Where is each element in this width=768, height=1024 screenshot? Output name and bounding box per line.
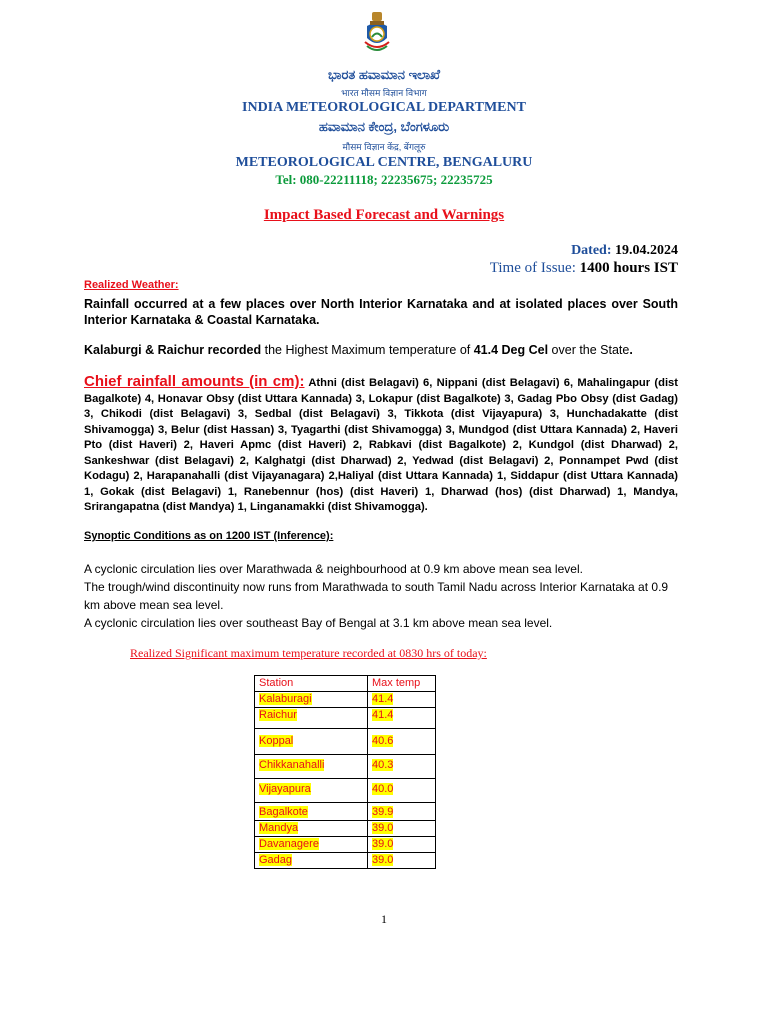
table-row	[255, 779, 436, 803]
document-title: Impact Based Forecast and Warnings	[263, 207, 505, 223]
imd-emblem-logo	[361, 8, 393, 54]
table-row	[255, 803, 436, 821]
station-column-header: Station	[255, 676, 368, 692]
max-temperature-statement	[84, 343, 678, 357]
synoptic-heading: Synoptic Conditions as on 1200 IST (Inference):	[84, 530, 334, 542]
issue-time-value: 1400 hours IST	[579, 260, 678, 276]
chief-rainfall-text: Athni (dist Belagavi) 6, Nippani (dist Belagavi) 6, Mahalingapur (dist Bagalkote) 4, Honavar Obsy (dist Uttara Kannada) 3, Lokapur (dist Bagalkote) 3, Gadag Pbo Obsy (dist Gadag) 3, Chikodi (dist Belagavi) 3, Sedbal (dist Belagavi) 3, Tikkota (dist Vijayapura) 3, Hunchadakatte (dist Shivamogga) 3, Belur (dist Hassan) 3, Tyagarthi (dist Shivamogga) 3, Mundgod (dist Uttara Kannada) 2, Haveri Pto (dist Haveri) 2, Haveri Apmc (dist Haveri) 2, Rabkavi (dist Bagalkote) 2, Kundgol (dist Dharwad) 2, Sankeshwar (dist Belagavi) 2, Kalghatgi (dist Dharwad) 2, Yedwad (dist Belagavi) 2, Ponnampet Pwd (dist Kodagu) 2, Harapanahalli (dist Vijayanagara) 2,Haliyal (dist Uttara Kannada) 1, Siddapur (dist Uttara Kannada) 1, Gokak (dist Belagavi) 1, Ranebennur (hos) (dist Haveri) 1, Dharwad (hos) (dist Dharwad) 1, Mandya, Srirangapatna (dist Mandya) 1, Linganamakki (dist Shivamogga).	[84, 377, 678, 513]
station-name: Koppal	[259, 735, 294, 747]
dated-line	[571, 243, 678, 259]
table-row	[255, 837, 436, 853]
table-row	[255, 853, 436, 869]
max-temp-stations: Kalaburgi & Raichur recorded	[84, 343, 262, 357]
table-row	[255, 729, 436, 755]
station-name: Bagalkote	[259, 806, 308, 818]
station-name: Gadag	[259, 854, 293, 866]
synoptic-conditions	[84, 560, 684, 632]
station-name: Raichur	[259, 709, 297, 721]
chief-rainfall-heading: Chief rainfall amounts (in cm):	[84, 373, 305, 390]
max-temp-value: 40.3	[372, 759, 394, 771]
synoptic-line: A cyclonic circulation lies over southeast Bay of Bengal at 3.1 km above mean sea level.	[84, 616, 553, 630]
max-temp-column-header: Max temp	[368, 676, 436, 692]
max-temp-value: 41.4	[372, 693, 394, 705]
page-number: 1	[381, 912, 387, 926]
station-name: Davanagere	[259, 838, 319, 850]
max-temp-value: 41.4	[372, 709, 394, 721]
max-temp-value: 39.0	[372, 838, 394, 850]
synoptic-line: The trough/wind discontinuity now runs from Marathwada to south Tamil Nadu across Interior Karnataka at 0.9 km above mean sea level.	[84, 580, 669, 612]
max-temp-value: 39.9	[372, 806, 394, 818]
synoptic-line: A cyclonic circulation lies over Marathwada & neighbourhood at 0.9 km above mean sea level.	[84, 562, 583, 576]
temperature-table	[254, 675, 436, 869]
kannada-department-name: ಭಾರತ ಹವಾಮಾನ ಇಲಾಖೆ	[327, 67, 441, 82]
station-name: Mandya	[259, 822, 299, 834]
dated-value: 19.04.2024	[615, 243, 678, 258]
max-temp-period: .	[629, 343, 633, 357]
max-temp-end-text: over the State	[548, 343, 630, 357]
station-name: Chikkanahalli	[259, 759, 325, 771]
max-temp-value: 39.0	[372, 822, 394, 834]
station-name: Kalaburagi	[259, 693, 312, 705]
realized-weather-text: Rainfall occurred at a few places over North Interior Karnataka and at isolated places over South Interior Karnataka & Coastal Karnataka.	[84, 297, 678, 327]
max-temp-value: 40.0	[372, 783, 394, 795]
max-temp-value: 40.6	[372, 735, 394, 747]
english-department-name: INDIA METEOROLOGICAL DEPARTMENT	[242, 100, 526, 115]
max-temp-value: 39.0	[372, 854, 394, 866]
table-row	[255, 692, 436, 708]
issue-time-line	[490, 260, 678, 277]
table-row	[255, 708, 436, 729]
table-row	[255, 755, 436, 779]
chief-rainfall-paragraph	[84, 374, 678, 516]
issue-time-label: Time of Issue:	[489, 260, 576, 276]
max-temp-value: 41.4 Deg Cel	[473, 343, 549, 357]
station-name: Vijayapura	[259, 783, 311, 795]
temperature-table-caption: Realized Significant maximum temperature recorded at 0830 hrs of today:	[130, 646, 487, 660]
telephone-numbers: Tel: 080-22211118; 22235675; 22235725	[275, 172, 493, 187]
english-centre-name: METEOROLOGICAL CENTRE, BENGALURU	[235, 155, 533, 170]
realized-weather-heading: Realized Weather:	[84, 279, 179, 291]
dated-label: Dated:	[571, 243, 612, 258]
table-header-row	[255, 676, 436, 692]
hindi-department-name: भारत मौसम विज्ञान विभाग	[341, 88, 427, 98]
kannada-centre-name: ಹವಾಮಾನ ಕೇಂದ್ರ, ಬೆಂಗಳೂರು	[318, 119, 450, 134]
max-temp-mid-text: the Highest Maximum temperature of	[261, 343, 474, 357]
table-row	[255, 821, 436, 837]
hindi-centre-name: मौसम विज्ञान केंद्र, बेंगलूरु	[342, 142, 426, 152]
